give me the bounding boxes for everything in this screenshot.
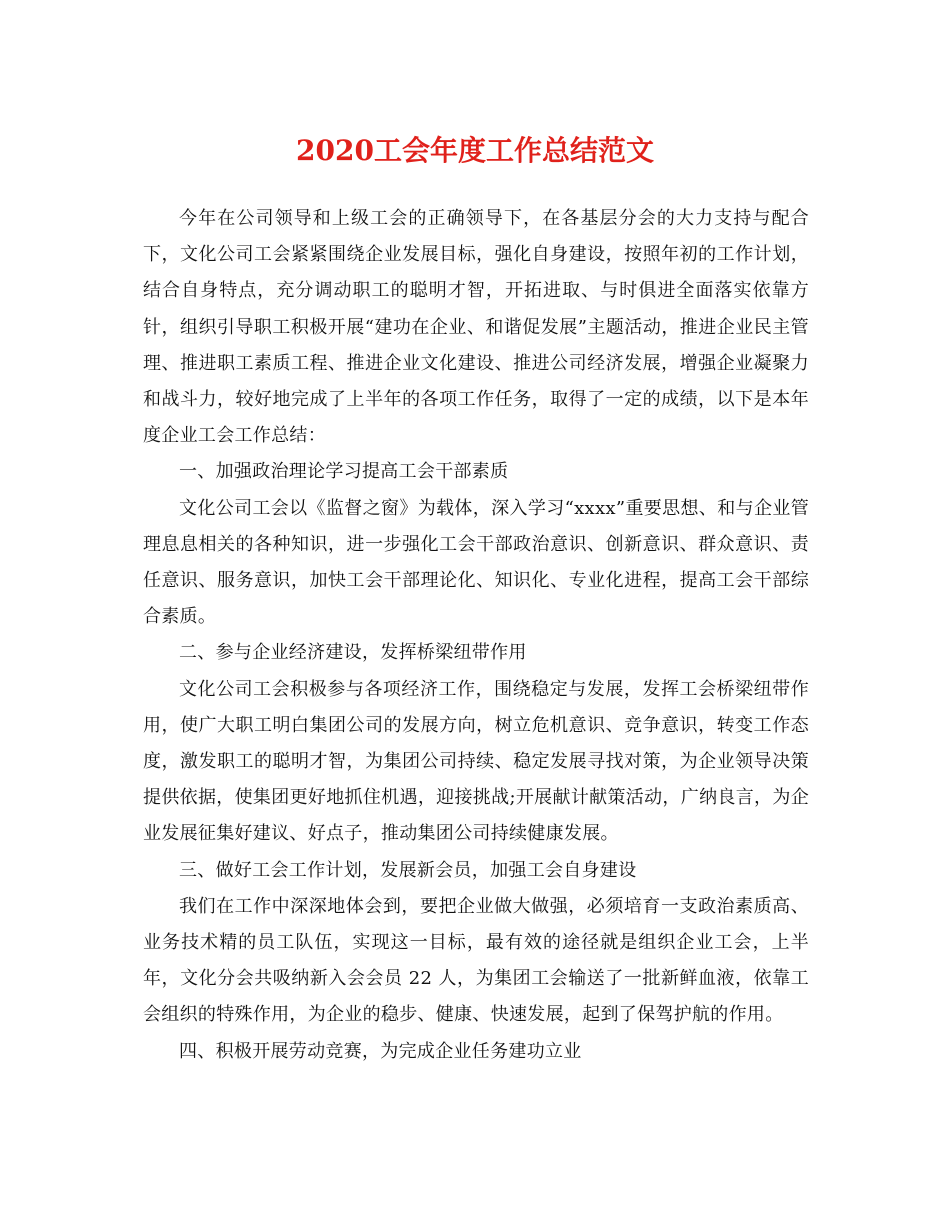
section-heading-2: 二、参与企业经济建设，发挥桥梁纽带作用 <box>179 642 527 664</box>
section-heading-3: 三、做好工会工作计划，发展新会员，加强工会自身建设 <box>179 859 637 881</box>
document-title: 2020工会年度工作总结范文 <box>296 134 654 167</box>
section-paragraph-1: 文化公司工会以《监督之窗》为载体，深入学习“xxxx”重要思想、和与企业管理息息相关的各种知识，进一步强化工会干部政治意识、创新意识、群众意识、责任意识、服务意识，加快工会干部理论化、知识化、专业化进程，提高工会干部综合素质。 <box>143 497 809 628</box>
intro-paragraph: 今年在公司领导和上级工会的正确领导下，在各基层分会的大力支持与配合下，文化公司工会紧紧围绕企业发展目标，强化自身建设，按照年初的工作计划，结合自身特点，充分调动职工的聪明才智，开拓进取、与时俱进全面落实依靠方针，组织引导职工积极开展“建功在企业、和谐促发展”主题活动，推进企业民主管理、推进职工素质工程、推进企业文化建设、推进公司经济发展，增强企业凝聚力和战斗力，较好地完成了上半年的各项工作任务，取得了一定的成绩，以下是本年度企业工会工作总结： <box>143 208 809 447</box>
section-heading-1: 一、加强政治理论学习提高工会干部素质 <box>179 461 509 483</box>
section-heading-4: 四、积极开展劳动竞赛，为完成企业任务建功立业 <box>179 1040 582 1062</box>
document-body <box>143 201 809 1070</box>
section-paragraph-2: 文化公司工会积极参与各项经济工作，围绕稳定与发展，发挥工会桥梁纽带作用，使广大职工明白集团公司的发展方向，树立危机意识、竞争意识，转变工作态度，激发职工的聪明才智，为集团公司持续、稳定发展寻找对策，为企业领导决策提供依据，使集团更好地抓住机遇，迎接挑战;开展献计献策活动，广纳良言，为企业发展征集好建议、好点子，推动集团公司持续健康发展。 <box>143 678 809 845</box>
section-paragraph-3: 我们在工作中深深地体会到，要把企业做大做强，必须培育一支政治素质高、业务技术精的员工队伍，实现这一目标，最有效的途径就是组织企业工会，上半年，文化分会共吸纳新入会会员 22 人，为集团工会输送了一批新鲜血液，依靠工会组织的特殊作用，为企业的稳步、健康、快速发展，起到了保驾护航的作用。 <box>143 895 809 1026</box>
